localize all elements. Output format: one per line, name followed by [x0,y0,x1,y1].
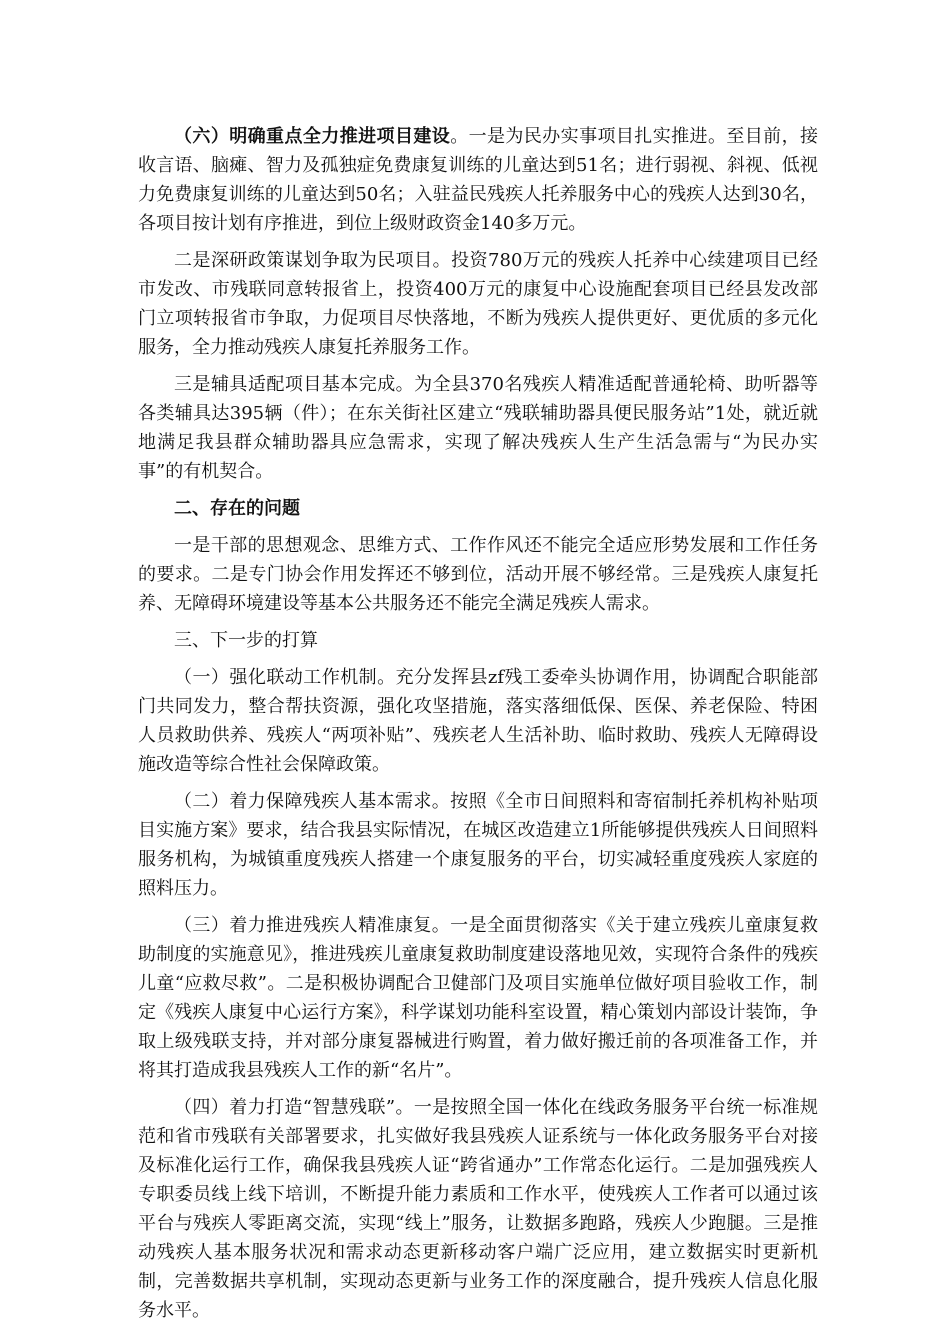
section-heading-problems: 二、存在的问题 [174,498,300,519]
paragraph-policy-projects: 二是深研政策谋划争取为民项目。投资780万元的残疾人托养中心续建项目已经市发改、市残联同意转报省上，投资400万元的康复中心设施配套项目已经县发改部门立项转报省市争取，力促项目尽快落地，不断为残疾人提供更好、更优质的多元化服务，全力推动残疾人康复托养服务工作。 [138,250,818,358]
paragraph-lead-bold: （六）明确重点全力推进项目建设 [174,126,451,147]
paragraph-assistive-devices: 三是辅具适配项目基本完成。为全县370名残疾人精准适配普通轮椅、助听器等各类辅具达395辆（件）；在东关街社区建立“残联辅助器具便民服务站”1处，就近就地满足我县群众辅助器具应急需求，实现了解决残疾人生产生活急需与“为民办实事”的有机契合。 [138,374,818,482]
paragraph-basic-needs: （二）着力保障残疾人基本需求。按照《全市日间照料和寄宿制托养机构补贴项目实施方案》要求，结合我县实际情况，在城区改造建立1所能够提供残疾人日间照料服务机构，为城镇重度残疾人搭建一个康复服务的平台，切实减轻重度残疾人家庭的照料压力。 [138,791,818,899]
paragraph-rehabilitation: （三）着力推进残疾人精准康复。一是全面贯彻落实《关于建立残疾儿童康复救助制度的实施意见》，推进残疾儿童康复救助制度建设落地见效，实现符合条件的残疾儿童“应救尽救”。二是积极协调配合卫健部门及项目实施单位做好项目验收工作，制定《残疾人康复中心运行方案》，科学谋划功能科室设置，精心策划内部设计装饰，争取上级残联支持，并对部分康复器械进行购置，着力做好搬迁前的各项准备工作，并将其打造成我县残疾人工作的新“名片”。 [138,915,818,1081]
paragraph-project-construction [138,122,818,238]
section-heading-next-steps: 三、下一步的打算 [174,630,318,651]
paragraph-linkage-mechanism: （一）强化联动工作机制。充分发挥县zf残工委牵头协调作用，协调配合职能部门共同发力，整合帮扶资源，强化攻坚措施，落实落细低保、医保、养老保险、特困人员救助供养、残疾人“两项补贴”、残疾老人生活补助、临时救助、残疾人无障碍设施改造等综合性社会保障政策。 [138,667,818,775]
paragraph-text: 。一是为民办实事项目扎实推进。至目前，接收言语、脑瘫、智力及孤独症免费康复训练的儿童达到51名；进行弱视、斜视、低视力免费康复训练的儿童达到50名；入驻益民残疾人托养服务中心的残疾人达到30名，各项目按计划有序推进，到位上级财政资金140多万元。 [138,126,819,234]
paragraph-smart-federation: （四）着力打造“智慧残联”。一是按照全国一体化在线政务服务平台统一标准规范和省市残联有关部署要求，扎实做好我县残疾人证系统与一体化政务服务平台对接及标准化运行工作，确保我县残疾人证“跨省通办”工作常态化运行。二是加强残疾人专职委员线上线下培训，不断提升能力素质和工作水平，使残疾人工作者可以通过该平台与残疾人零距离交流，实现“线上”服务，让数据多跑路，残疾人少跑腿。三是推动残疾人基本服务状况和需求动态更新移动客户端广泛应用，建立数据实时更新机制，完善数据共享机制，实现动态更新与业务工作的深度融合，提升残疾人信息化服务水平。 [138,1097,818,1321]
document-body [138,122,818,1333]
paragraph-problems: 一是干部的思想观念、思维方式、工作作风还不能完全适应形势发展和工作任务的要求。二是专门协会作用发挥还不够到位，活动开展不够经常。三是残疾人康复托养、无障碍环境建设等基本公共服务还不能完全满足残疾人需求。 [138,535,818,614]
